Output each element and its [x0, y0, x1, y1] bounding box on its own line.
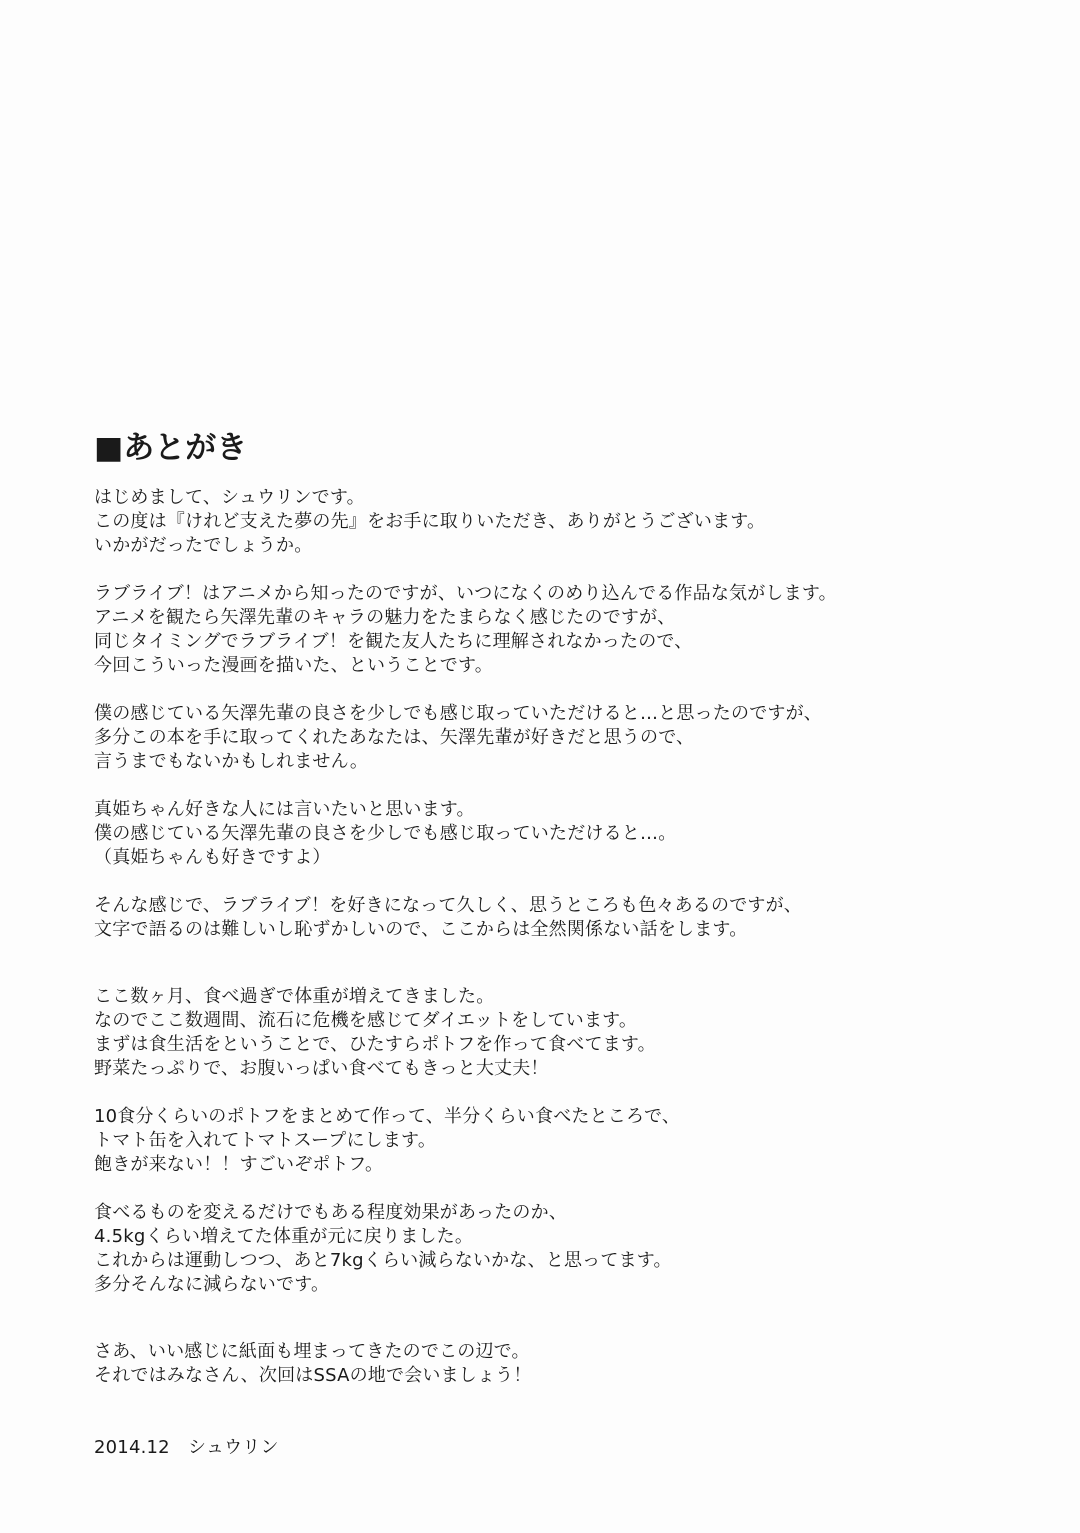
text-line: 僕の感じている矢澤先輩の良さを少しでも感じ取っていただけると…と思ったのですが、 [94, 703, 822, 724]
text-line: 多分この本を手に取ってくれたあなたは、矢澤先輩が好きだと思うので、 [94, 727, 695, 748]
text-line: 同じタイミングでラブライブ！を観た友人たちに理解されなかったので、 [94, 631, 693, 652]
text-line: さあ、いい感じに紙面も埋まってきたのでこの辺で。 [94, 1341, 530, 1362]
paragraph-pot-au-feu [94, 1105, 1054, 1177]
paragraph-transition [94, 894, 1054, 942]
text-line: まずは食生活をということで、ひたすらポトフを作って食べてます。 [94, 1034, 656, 1055]
text-line: なのでここ数週間、流石に危機を感じてダイエットをしています。 [94, 1010, 638, 1031]
paragraph-results [94, 1201, 1054, 1297]
text-line: 文字で語るのは難しいし恥ずかしいので、ここからは全然関係ない話をします。 [94, 919, 748, 940]
text-line: 飽きが来ない！！すごいぞポトフ。 [94, 1154, 384, 1175]
text-line: 僕の感じている矢澤先輩の良さを少しでも感じ取っていただけると…。 [94, 823, 677, 844]
text-line: 食べるものを変えるだけでもある程度効果があったのか、 [94, 1202, 568, 1223]
paragraph-closing [94, 1340, 1054, 1388]
text-line: 多分そんなに減らないです。 [94, 1274, 330, 1295]
text-line: （真姫ちゃんも好きですよ） [94, 847, 331, 868]
text-line: トマト缶を入れてトマトスープにします。 [94, 1130, 437, 1151]
text-line: そんな感じで、ラブライブ！を好きになって久しく、思うところも色々あるのですが、 [94, 895, 802, 916]
text-line: ラブライブ！はアニメから知ったのですが、いつになくのめり込んでる作品な気がします。 [94, 583, 837, 604]
signature-date-author: 2014.12 シュウリン [94, 1437, 279, 1458]
text-line: 真姫ちゃん好きな人には言いたいと思います。 [94, 799, 475, 820]
text-line: アニメを観たら矢澤先輩のキャラの魅力をたまらなく感じたのですが、 [94, 607, 676, 628]
text-line: 今回こういった漫画を描いた、ということです。 [94, 655, 493, 676]
text-line: はじめまして、シュウリンです。 [94, 487, 365, 508]
paragraph-greeting [94, 486, 1054, 558]
afterword-heading: ■あとがき [94, 430, 248, 466]
paragraph-diet [94, 985, 1054, 1081]
text-line: 10食分くらいのポトフをまとめて作って、半分くらい食べたところで、 [94, 1106, 681, 1127]
text-line: それではみなさん、次回はSSAの地で会いましょう！ [94, 1365, 532, 1386]
paragraph-anime [94, 582, 1054, 678]
paragraph-maki [94, 798, 1054, 870]
paragraph-senpai [94, 702, 1054, 774]
afterword-body [94, 486, 1054, 1460]
text-line: これからは運動しつつ、あと7kgくらい減らないかな、と思ってます。 [94, 1250, 672, 1271]
text-line: いかがだったでしょうか。 [94, 535, 313, 556]
text-line: ここ数ヶ月、食べ過ぎで体重が増えてきました。 [94, 986, 495, 1007]
text-line: 野菜たっぷりで、お腹いっぱい食べてもきっと大丈夫！ [94, 1058, 549, 1079]
text-line: 4.5kgくらい増えてた体重が元に戻りました。 [94, 1226, 474, 1247]
text-line: 言うまでもないかもしれません。 [94, 751, 369, 772]
text-line: この度は『けれど支えた夢の先』をお手に取りいただき、ありがとうございます。 [94, 511, 766, 532]
